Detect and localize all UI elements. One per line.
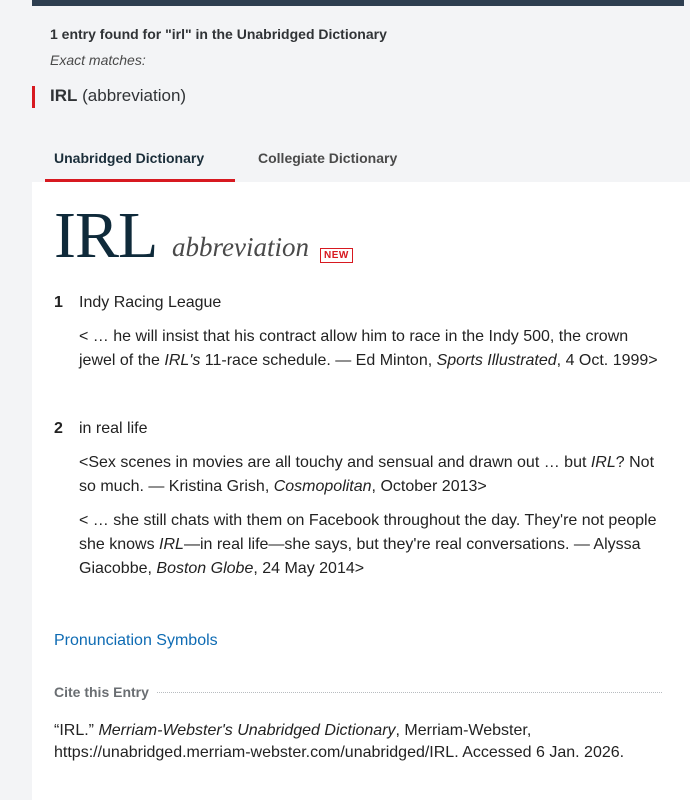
- match-pos: (abbreviation): [82, 86, 187, 105]
- pronunciation-symbols-link[interactable]: Pronunciation Symbols: [54, 632, 218, 649]
- sense-definition: in real life: [79, 420, 148, 437]
- part-of-speech: abbreviation: [172, 232, 309, 262]
- verbal-illustration: < … she still chats with them on Facebook throughout the day. They're not people she knows IRL—in real life—she says, but they're real conversations. — Alyssa Giacobbe, Boston Globe, 24 May 2014>: [79, 512, 657, 577]
- match-marker: [32, 86, 35, 108]
- entry-card: [32, 182, 690, 800]
- results-header: [32, 6, 690, 182]
- left-gutter: [0, 0, 32, 800]
- dictionary-tabs: [32, 136, 690, 185]
- cite-heading: Cite this Entry: [54, 684, 157, 700]
- results-count: 1 entry found for "irl" in the Unabridged Dictionary: [50, 26, 387, 42]
- citation-text: “IRL.” Merriam-Webster's Unabridged Dictionary, Merriam-Webster, https://unabridged.merriam-webster.com/unabridged/IRL. Accessed 6 Jan. 2026.: [54, 722, 625, 761]
- sense-definition: Indy Racing League: [79, 294, 222, 311]
- exact-matches-label: Exact matches:: [50, 52, 146, 68]
- exact-match-item[interactable]: [50, 86, 186, 106]
- tab-unabridged[interactable]: Unabridged Dictionary: [54, 150, 205, 166]
- match-word[interactable]: IRL: [50, 86, 78, 105]
- verbal-illustration: <Sex scenes in movies are all touchy and sensual and drawn out … but IRL? Not so much. — Kristina Grish, Cosmopolitan, October 2013>: [79, 454, 655, 495]
- new-badge: NEW: [320, 248, 353, 263]
- verbal-illustration: < … he will insist that his contract allow him to race in the Indy 500, the crown jewel of the IRL's 11-race schedule. — Ed Minton, Sports Illustrated, 4 Oct. 1999>: [79, 328, 658, 369]
- sense-number: 1: [54, 294, 63, 311]
- tab-collegiate[interactable]: Collegiate Dictionary: [258, 150, 398, 166]
- sense-number: 2: [54, 420, 63, 437]
- headword: IRL: [54, 199, 158, 272]
